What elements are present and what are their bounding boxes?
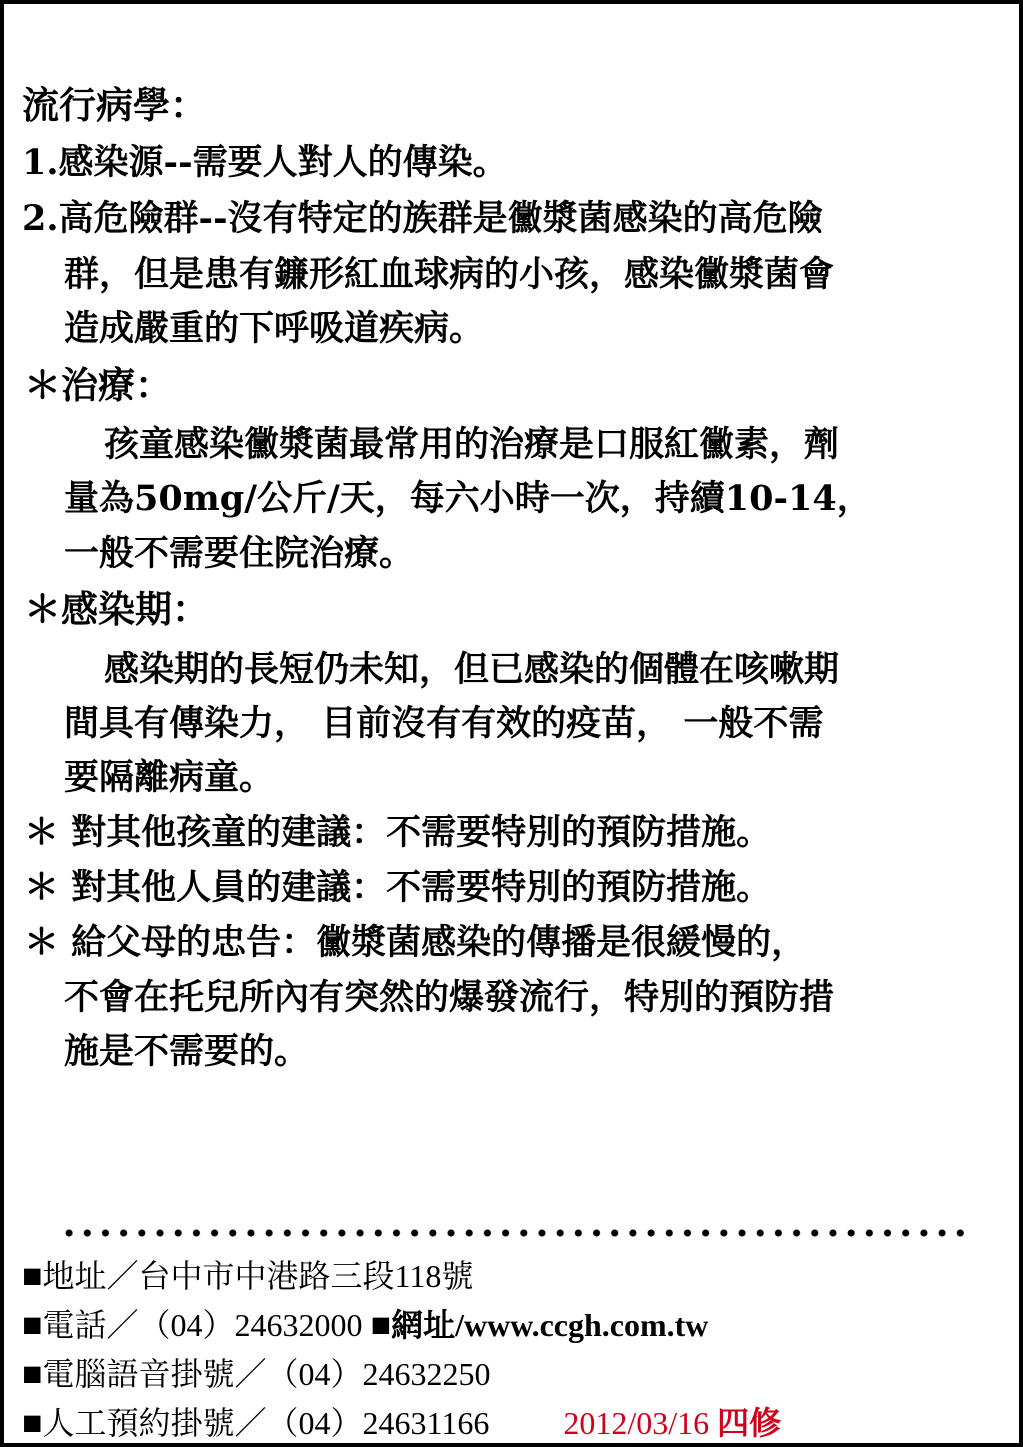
voice-registration-text: 電腦語音掛號／（04）24632250 [42,1356,491,1392]
treatment-line-2: 量為50mg/公斤/天，每六小時一次，持續10-14， [64,478,872,519]
treatment-heading: ＊治療： [24,363,172,407]
phone-text: 電話／（04）24632000 [42,1307,371,1343]
infectious-period-heading: ＊感染期： [24,587,209,631]
epidemiology-item-2-line-1: 2.高危險群--沒有特定的族群是黴漿菌感染的高危險 [22,198,823,239]
advice-parents-line-2: 不會在托兒所內有突然的爆發流行，特別的預防措 [64,977,835,1018]
treatment-line-3: 一般不需要住院治療。 [64,533,415,574]
address-text: 地址／台中市中港路三段118號 [42,1258,474,1294]
website-link[interactable]: 網址/www.ccgh.com.tw [391,1307,709,1343]
infectious-period-line-1: 感染期的長短仍未知，但已感染的個體在咳嗽期 [104,649,840,690]
infectious-period-line-3: 要隔離病童。 [64,757,275,798]
epidemiology-heading: 流行病學： [22,83,207,127]
revision-label: 四修 [717,1405,782,1441]
footer-voice-registration [22,1354,491,1395]
bullet-square-icon: ■ [370,1307,392,1344]
dotted-divider [60,1226,972,1240]
epidemiology-item-1: 1.感染源--需要人對人的傳染。 [22,142,508,183]
infectious-period-line-2: 間具有傳染力， 目前沒有有效的疫苗， 一般不需 [64,703,824,744]
advice-parents-line-3: 施是不需要的。 [64,1031,310,1072]
footer-phone-row [22,1305,708,1346]
advice-parents-line-1: ＊ 給父母的忠告：黴漿菌感染的傳播是很緩慢的， [24,922,807,963]
advice-other-children: ＊ 對其他孩童的建議：不需要特別的預防措施。 [24,812,772,853]
epidemiology-item-2-line-3: 造成嚴重的下呼吸道疾病。 [64,308,485,349]
treatment-line-1: 孩童感染黴漿菌最常用的治療是口服紅黴素，劑 [104,424,840,465]
bullet-square-icon: ■ [22,1258,43,1295]
advice-other-staff: ＊ 對其他人員的建議：不需要特別的預防措施。 [24,867,772,908]
footer-address [22,1256,473,1297]
bullet-square-icon: ■ [22,1405,43,1442]
epidemiology-item-2-line-2: 群，但是患有鐮形紅血球病的小孩，感染黴漿菌會 [64,254,835,295]
footer-manual-registration [22,1403,781,1444]
manual-registration-text: 人工預約掛號／（04）24631166 [42,1405,490,1441]
bullet-square-icon: ■ [22,1307,43,1344]
revision-date: 2012/03/16 [563,1405,718,1441]
bullet-square-icon: ■ [22,1356,43,1393]
